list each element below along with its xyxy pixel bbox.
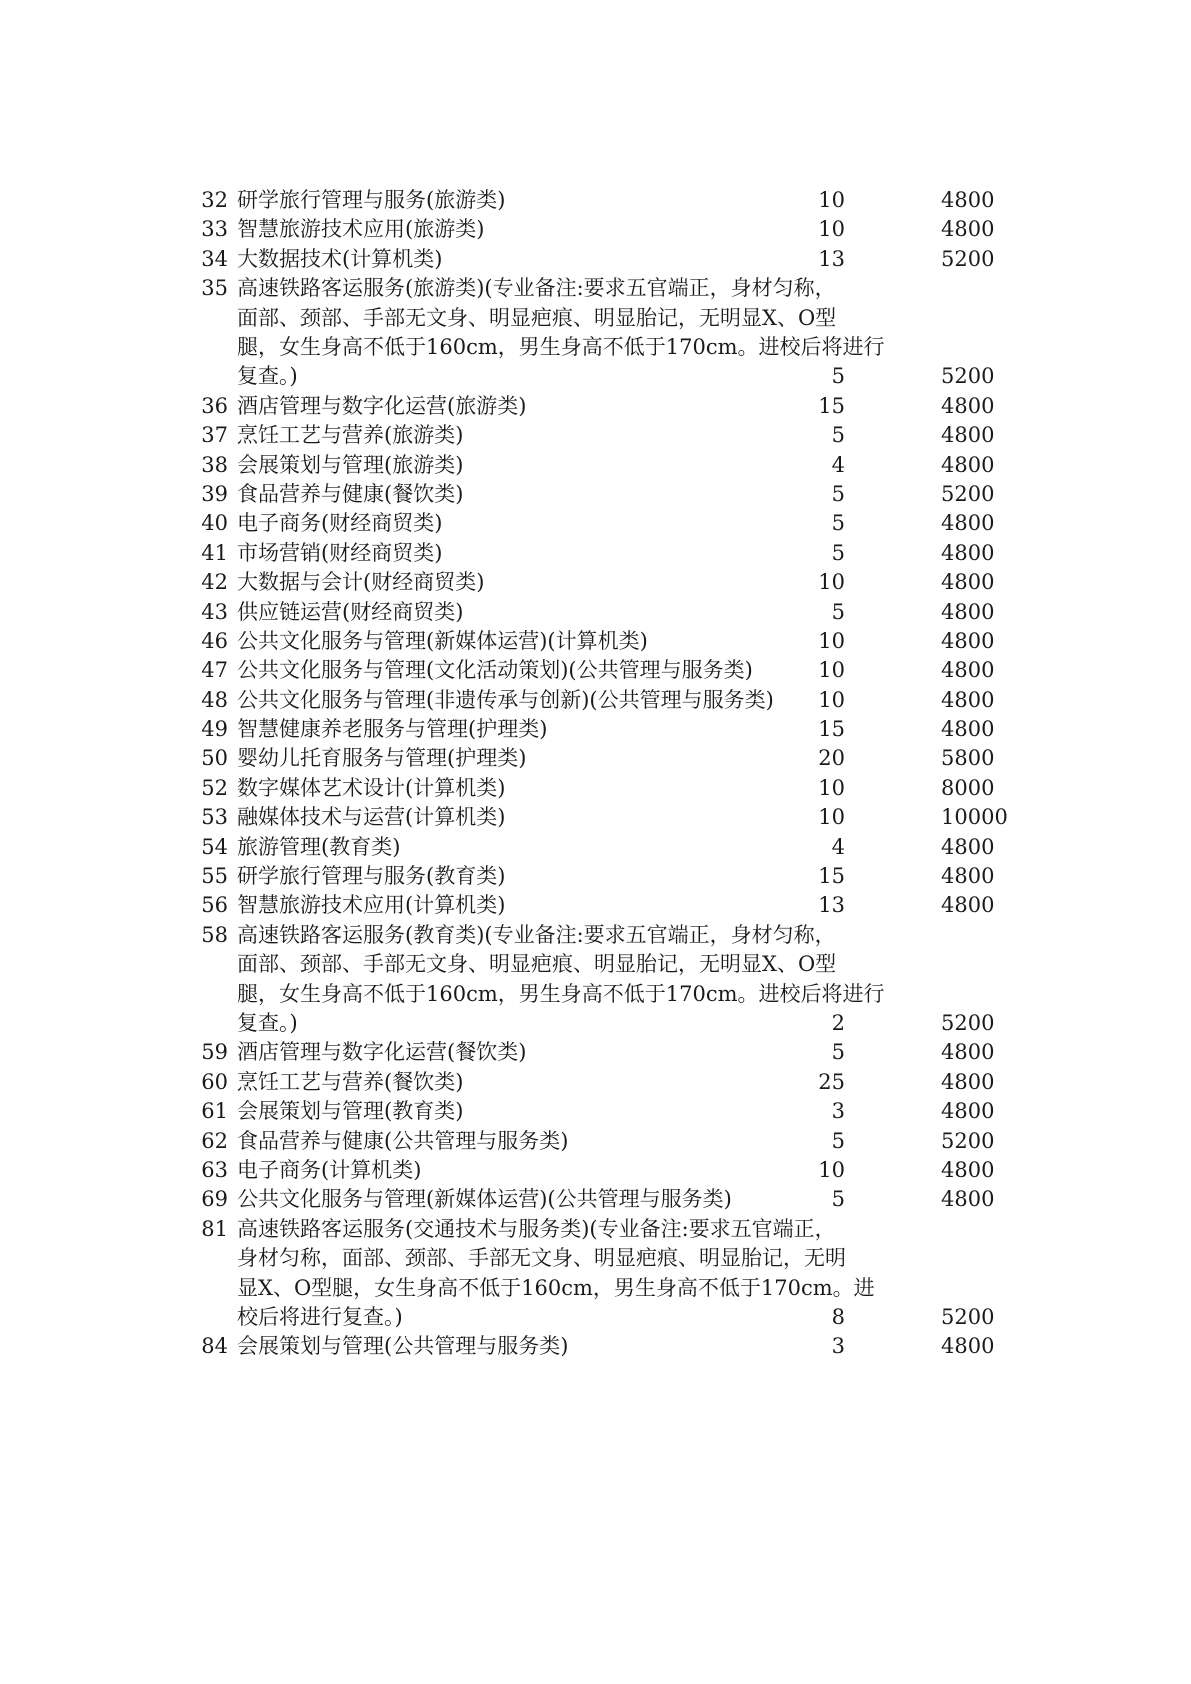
plan-count: 5 <box>831 364 845 389</box>
plan-count: 10 <box>818 1157 845 1182</box>
plan-count: 10 <box>818 775 845 800</box>
row-number: 54 <box>201 834 228 859</box>
row-number: 62 <box>201 1128 228 1153</box>
tuition-fee: 5200 <box>941 481 995 506</box>
table-row <box>200 1068 1020 1097</box>
row-number: 49 <box>201 717 228 742</box>
plan-count: 5 <box>831 599 845 624</box>
row-number: 50 <box>201 746 228 771</box>
program-name-line: 显X、O型腿，女生身高不低于160cm，男生身高不低于170cm。进 <box>237 1275 875 1300</box>
plan-count: 10 <box>818 658 845 683</box>
table-row <box>200 833 1020 862</box>
program-name <box>237 715 837 744</box>
tuition-fee: 4800 <box>941 834 995 859</box>
row-number: 38 <box>201 452 228 477</box>
plan-count: 15 <box>818 717 845 742</box>
row-number: 59 <box>201 1040 228 1065</box>
tuition-fee: 4800 <box>941 217 995 242</box>
program-name <box>237 1097 837 1126</box>
tuition-fee: 5200 <box>941 1128 995 1153</box>
table-row <box>200 627 1020 656</box>
row-number: 60 <box>201 1069 228 1094</box>
row-number: 56 <box>201 893 228 918</box>
plan-count: 3 <box>831 1099 845 1124</box>
row-number: 69 <box>201 1187 228 1212</box>
row-number: 55 <box>201 864 228 889</box>
program-list <box>200 186 1020 1362</box>
plan-count: 10 <box>818 217 845 242</box>
program-name <box>237 186 837 215</box>
program-name <box>237 274 885 392</box>
tuition-fee: 4800 <box>941 452 995 477</box>
program-name-line: 高速铁路客运服务(教育类)(专业备注:要求五官端正，身材匀称， <box>237 922 836 947</box>
program-name <box>237 1038 837 1067</box>
plan-count: 25 <box>818 1069 845 1094</box>
tuition-fee: 4800 <box>941 893 995 918</box>
row-number: 63 <box>201 1157 228 1182</box>
table-row <box>200 774 1020 803</box>
program-name-line: 腿，女生身高不低于160cm，男生身高不低于170cm。进校后将进行 <box>237 334 885 359</box>
table-row <box>200 509 1020 538</box>
program-name <box>237 862 837 891</box>
tuition-fee: 4800 <box>941 1069 995 1094</box>
row-number: 52 <box>201 775 228 800</box>
table-row <box>200 451 1020 480</box>
table-row <box>200 274 1020 392</box>
tuition-fee: 4800 <box>941 717 995 742</box>
program-name-line: 供应链运营(财经商贸类) <box>237 599 464 624</box>
row-number: 40 <box>201 511 228 536</box>
table-row <box>200 921 1020 1039</box>
table-row <box>200 1215 1020 1333</box>
table-row <box>200 421 1020 450</box>
row-number: 34 <box>201 246 228 271</box>
plan-count: 2 <box>831 1010 845 1035</box>
program-name-line: 大数据与会计(财经商贸类) <box>237 570 485 595</box>
program-name-line: 研学旅行管理与服务(教育类) <box>237 864 506 889</box>
tuition-fee: 5200 <box>941 364 995 389</box>
row-number: 61 <box>201 1099 228 1124</box>
plan-count: 10 <box>818 570 845 595</box>
table-row <box>200 803 1020 832</box>
row-number: 33 <box>201 217 228 242</box>
program-name <box>237 245 837 274</box>
program-name <box>237 891 837 920</box>
plan-count: 5 <box>831 1187 845 1212</box>
table-row <box>200 186 1020 215</box>
program-name <box>237 744 837 773</box>
program-name-line: 高速铁路客运服务(交通技术与服务类)(专业备注:要求五官端正， <box>237 1216 836 1241</box>
table-row <box>200 480 1020 509</box>
table-row <box>200 744 1020 773</box>
row-number: 32 <box>201 188 228 212</box>
program-name-line: 面部、颈部、手部无文身、明显疤痕、明显胎记，无明显X、O型 <box>237 305 837 330</box>
table-row <box>200 1038 1020 1067</box>
table-row <box>200 539 1020 568</box>
tuition-fee: 5200 <box>941 246 995 271</box>
row-number: 41 <box>201 540 228 565</box>
program-name <box>237 539 837 568</box>
plan-count: 5 <box>831 423 845 448</box>
row-number: 37 <box>201 423 228 448</box>
table-row <box>200 1156 1020 1185</box>
program-name <box>237 627 837 656</box>
program-name <box>237 774 837 803</box>
program-name-line: 电子商务(财经商贸类) <box>237 511 443 536</box>
row-number: 39 <box>201 481 228 506</box>
tuition-fee: 4800 <box>941 628 995 653</box>
row-number: 35 <box>201 276 228 301</box>
row-number: 48 <box>201 687 228 712</box>
program-name-line: 身材匀称，面部、颈部、手部无文身、明显疤痕、明显胎记，无明 <box>237 1246 846 1271</box>
program-name-line: 酒店管理与数字化运营(餐饮类) <box>237 1040 527 1065</box>
program-name-line: 公共文化服务与管理(新媒体运营)(计算机类) <box>237 628 648 653</box>
program-name-line: 会展策划与管理(公共管理与服务类) <box>237 1334 569 1359</box>
tuition-fee: 4800 <box>941 1099 995 1124</box>
table-row <box>200 656 1020 685</box>
plan-count: 5 <box>831 1128 845 1153</box>
tuition-fee: 4800 <box>941 1334 995 1359</box>
program-name <box>237 451 837 480</box>
table-row <box>200 392 1020 421</box>
row-number: 46 <box>201 628 228 653</box>
row-number: 47 <box>201 658 228 683</box>
row-number: 81 <box>201 1216 228 1241</box>
program-name-line: 酒店管理与数字化运营(旅游类) <box>237 393 527 418</box>
program-name-line: 融媒体技术与运营(计算机类) <box>237 805 506 830</box>
tuition-fee: 4800 <box>941 511 995 536</box>
program-name <box>237 215 837 244</box>
program-name-line: 数字媒体艺术设计(计算机类) <box>237 775 506 800</box>
tuition-fee: 4800 <box>941 188 995 212</box>
table-row <box>200 1185 1020 1214</box>
tuition-fee: 4800 <box>941 540 995 565</box>
plan-count: 4 <box>831 834 845 859</box>
program-name-line: 智慧旅游技术应用(计算机类) <box>237 893 506 918</box>
program-name-line: 研学旅行管理与服务(旅游类) <box>237 188 506 212</box>
program-name <box>237 568 837 597</box>
table-row <box>200 245 1020 274</box>
plan-count: 8 <box>831 1304 845 1329</box>
program-name-line: 烹饪工艺与营养(餐饮类) <box>237 1069 464 1094</box>
program-name-line: 会展策划与管理(旅游类) <box>237 452 464 477</box>
tuition-fee: 4800 <box>941 1187 995 1212</box>
plan-count: 20 <box>818 746 845 771</box>
program-name-line: 复查。) <box>237 364 298 389</box>
tuition-fee: 4800 <box>941 864 995 889</box>
table-row <box>200 568 1020 597</box>
program-name-line: 婴幼儿托育服务与管理(护理类) <box>237 746 527 771</box>
plan-count: 5 <box>831 511 845 536</box>
program-name <box>237 421 837 450</box>
plan-count: 10 <box>818 188 845 212</box>
tuition-fee: 4800 <box>941 1157 995 1182</box>
program-name <box>237 509 837 538</box>
program-name-line: 高速铁路客运服务(旅游类)(专业备注:要求五官端正，身材匀称， <box>237 276 836 301</box>
program-name-line: 校后将进行复查。) <box>237 1304 403 1329</box>
tuition-fee: 4800 <box>941 393 995 418</box>
program-name-line: 智慧健康养老服务与管理(护理类) <box>237 717 548 742</box>
program-name-line: 公共文化服务与管理(文化活动策划)(公共管理与服务类) <box>237 658 753 683</box>
row-number: 43 <box>201 599 228 624</box>
table-row <box>200 1332 1020 1361</box>
table-row <box>200 1097 1020 1126</box>
table-row <box>200 715 1020 744</box>
program-name <box>237 1185 837 1214</box>
program-name-line: 食品营养与健康(公共管理与服务类) <box>237 1128 569 1153</box>
plan-count: 15 <box>818 393 845 418</box>
row-number: 36 <box>201 393 228 418</box>
tuition-fee: 4800 <box>941 423 995 448</box>
table-row <box>200 215 1020 244</box>
program-name-line: 食品营养与健康(餐饮类) <box>237 481 464 506</box>
program-name <box>237 1332 837 1361</box>
program-name-line: 大数据技术(计算机类) <box>237 246 443 271</box>
plan-count: 13 <box>818 893 845 918</box>
program-name-line: 公共文化服务与管理(新媒体运营)(公共管理与服务类) <box>237 1187 732 1212</box>
plan-count: 13 <box>818 246 845 271</box>
program-name-line: 旅游管理(教育类) <box>237 834 401 859</box>
tuition-fee: 5200 <box>941 1304 995 1329</box>
program-name <box>237 1068 837 1097</box>
program-name <box>237 1127 837 1156</box>
tuition-fee: 8000 <box>941 775 995 800</box>
program-name-line: 面部、颈部、手部无文身、明显疤痕、明显胎记，无明显X、O型 <box>237 952 837 977</box>
plan-count: 5 <box>831 481 845 506</box>
tuition-fee: 4800 <box>941 1040 995 1065</box>
program-name <box>237 833 837 862</box>
program-name <box>237 598 837 627</box>
program-name <box>237 803 837 832</box>
table-row <box>200 891 1020 920</box>
program-name <box>237 392 837 421</box>
row-number: 58 <box>201 922 228 947</box>
program-name-line: 烹饪工艺与营养(旅游类) <box>237 423 464 448</box>
plan-count: 5 <box>831 1040 845 1065</box>
program-name <box>237 1215 875 1333</box>
table-row <box>200 1127 1020 1156</box>
tuition-fee: 4800 <box>941 570 995 595</box>
table-row <box>200 862 1020 891</box>
program-name-line: 智慧旅游技术应用(旅游类) <box>237 217 485 242</box>
program-name-line: 会展策划与管理(教育类) <box>237 1099 464 1124</box>
row-number: 53 <box>201 805 228 830</box>
program-name <box>237 921 885 1039</box>
program-name <box>237 480 837 509</box>
tuition-fee: 4800 <box>941 599 995 624</box>
program-name-line: 公共文化服务与管理(非遗传承与创新)(公共管理与服务类) <box>237 687 774 712</box>
program-name-line: 腿，女生身高不低于160cm，男生身高不低于170cm。进校后将进行 <box>237 981 885 1006</box>
plan-count: 10 <box>818 628 845 653</box>
tuition-fee: 4800 <box>941 658 995 683</box>
table-row <box>200 598 1020 627</box>
tuition-fee: 10000 <box>941 805 1008 830</box>
tuition-fee: 5200 <box>941 1010 995 1035</box>
program-name <box>237 656 837 685</box>
row-number: 42 <box>201 570 228 595</box>
program-name-line: 复查。) <box>237 1010 298 1035</box>
program-name-line: 市场营销(财经商贸类) <box>237 540 443 565</box>
tuition-fee: 5800 <box>941 746 995 771</box>
table-row <box>200 686 1020 715</box>
plan-count: 15 <box>818 864 845 889</box>
tuition-fee: 4800 <box>941 687 995 712</box>
plan-count: 10 <box>818 805 845 830</box>
row-number: 84 <box>201 1334 228 1359</box>
program-name-line: 电子商务(计算机类) <box>237 1157 422 1182</box>
program-name <box>237 686 837 715</box>
plan-count: 10 <box>818 687 845 712</box>
plan-count: 3 <box>831 1334 845 1359</box>
plan-count: 5 <box>831 540 845 565</box>
plan-count: 4 <box>831 452 845 477</box>
program-name <box>237 1156 837 1185</box>
